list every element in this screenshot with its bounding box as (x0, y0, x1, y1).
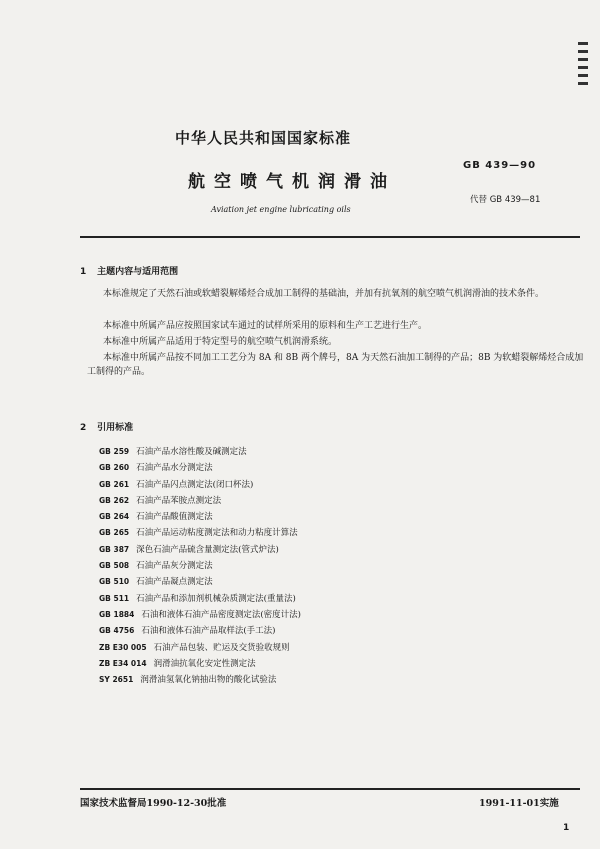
section-title: 引用标准 (97, 423, 134, 433)
reference-title: 石油产品凝点测定法 (136, 577, 213, 588)
replaces-note: 代替 GB 439—81 (470, 195, 541, 205)
national-standard-heading: 中华人民共和国国家标准 (175, 129, 352, 147)
reference-code: GB 259 (99, 447, 130, 456)
section-title: 主题内容与适用范围 (97, 267, 179, 277)
reference-code: ZB E34 014 (99, 658, 147, 668)
reference-code: GB 4756 (99, 626, 135, 636)
reference-code: GB 1884 (99, 609, 135, 619)
reference-title: 石油产品苯胺点测定法 (136, 495, 222, 506)
reference-item (99, 526, 579, 542)
reference-code: GB 508 (99, 561, 130, 571)
reference-title: 石油和液体石油产品密度测定法(密度计法) (141, 609, 301, 620)
section-heading-scope (80, 264, 178, 277)
section-number: 1 (80, 267, 87, 277)
header-divider (80, 236, 580, 238)
reference-title: 石油产品酸值测定法 (136, 512, 213, 523)
section-heading-references (80, 420, 133, 433)
reference-item (99, 575, 579, 591)
reference-item (99, 494, 579, 510)
reference-title: 石油产品和添加剂机械杂质测定法(重量法) (136, 593, 296, 604)
reference-item (99, 624, 579, 640)
reference-item (99, 543, 579, 559)
reference-item (99, 559, 579, 575)
reference-item (99, 592, 579, 608)
document-title-cn: 航空喷气机润滑油 (188, 172, 396, 192)
reference-code: GB 262 (99, 495, 130, 505)
implementation-date: 1991-11-01实施 (479, 798, 559, 809)
reference-item (99, 608, 579, 624)
reference-title: 石油产品水分测定法 (136, 463, 213, 474)
footer-divider (80, 788, 580, 790)
reference-item (99, 461, 579, 477)
reference-title: 石油产品闪点测定法(闭口杯法) (136, 479, 254, 490)
reference-code: GB 510 (99, 577, 130, 587)
reference-title: 石油产品灰分测定法 (136, 561, 213, 572)
reference-code: GB 261 (99, 479, 130, 489)
approval-note: 国家技术监督局1990-12-30批准 (80, 798, 227, 809)
reference-title: 润滑油氢氧化钠抽出物的酸化试验法 (140, 675, 277, 686)
reference-code: GB 387 (99, 544, 130, 554)
reference-title: 深色石油产品硫含量测定法(管式炉法) (136, 544, 279, 555)
reference-code: GB 511 (99, 593, 130, 603)
section-number: 2 (80, 423, 87, 433)
page-number: 1 (563, 823, 570, 833)
reference-code: GB 260 (99, 463, 130, 473)
binding-mark-icon (572, 40, 594, 90)
reference-code: SY 2651 (99, 675, 134, 685)
reference-item (99, 445, 579, 461)
standard-number: GB 439—90 (463, 160, 537, 171)
reference-list (99, 445, 579, 689)
reference-item (99, 657, 579, 673)
paragraph: 本标准中所属产品按不同加工工艺分为 8A 和 8B 两个牌号，8A 为天然石油加工制得的产品；8B 为软蜡裂解烯烃合成加工制得的产品。 (87, 353, 584, 377)
reference-item (99, 478, 579, 494)
reference-item (99, 673, 579, 689)
reference-item (99, 641, 579, 657)
paragraph: 本标准规定了天然石油或软蜡裂解烯烃合成加工制得的基础油，并加有抗氧剂的航空喷气机润滑油的技术条件。 (103, 289, 545, 299)
reference-code: GB 264 (99, 512, 130, 522)
reference-item (99, 510, 579, 526)
reference-title: 石油和液体石油产品取样法(手工法) (141, 626, 276, 637)
reference-title: 石油产品水溶性酸及碱测定法 (136, 447, 247, 457)
document-title-en: Aviation jet engine lubricating oils (211, 205, 351, 214)
paragraph: 本标准中所属产品适用于特定型号的航空喷气机润滑系统。 (103, 337, 338, 347)
reference-title: 润滑油抗氧化安定性测定法 (153, 658, 256, 669)
reference-code: GB 265 (99, 528, 130, 538)
reference-title: 石油产品包装、贮运及交货验收规则 (153, 642, 290, 653)
paragraph: 本标准中所属产品应按照国家试车通过的试样所采用的原料和生产工艺进行生产。 (103, 321, 428, 331)
reference-code: ZB E30 005 (99, 642, 147, 652)
reference-title: 石油产品运动粘度测定法和动力粘度计算法 (136, 528, 298, 539)
